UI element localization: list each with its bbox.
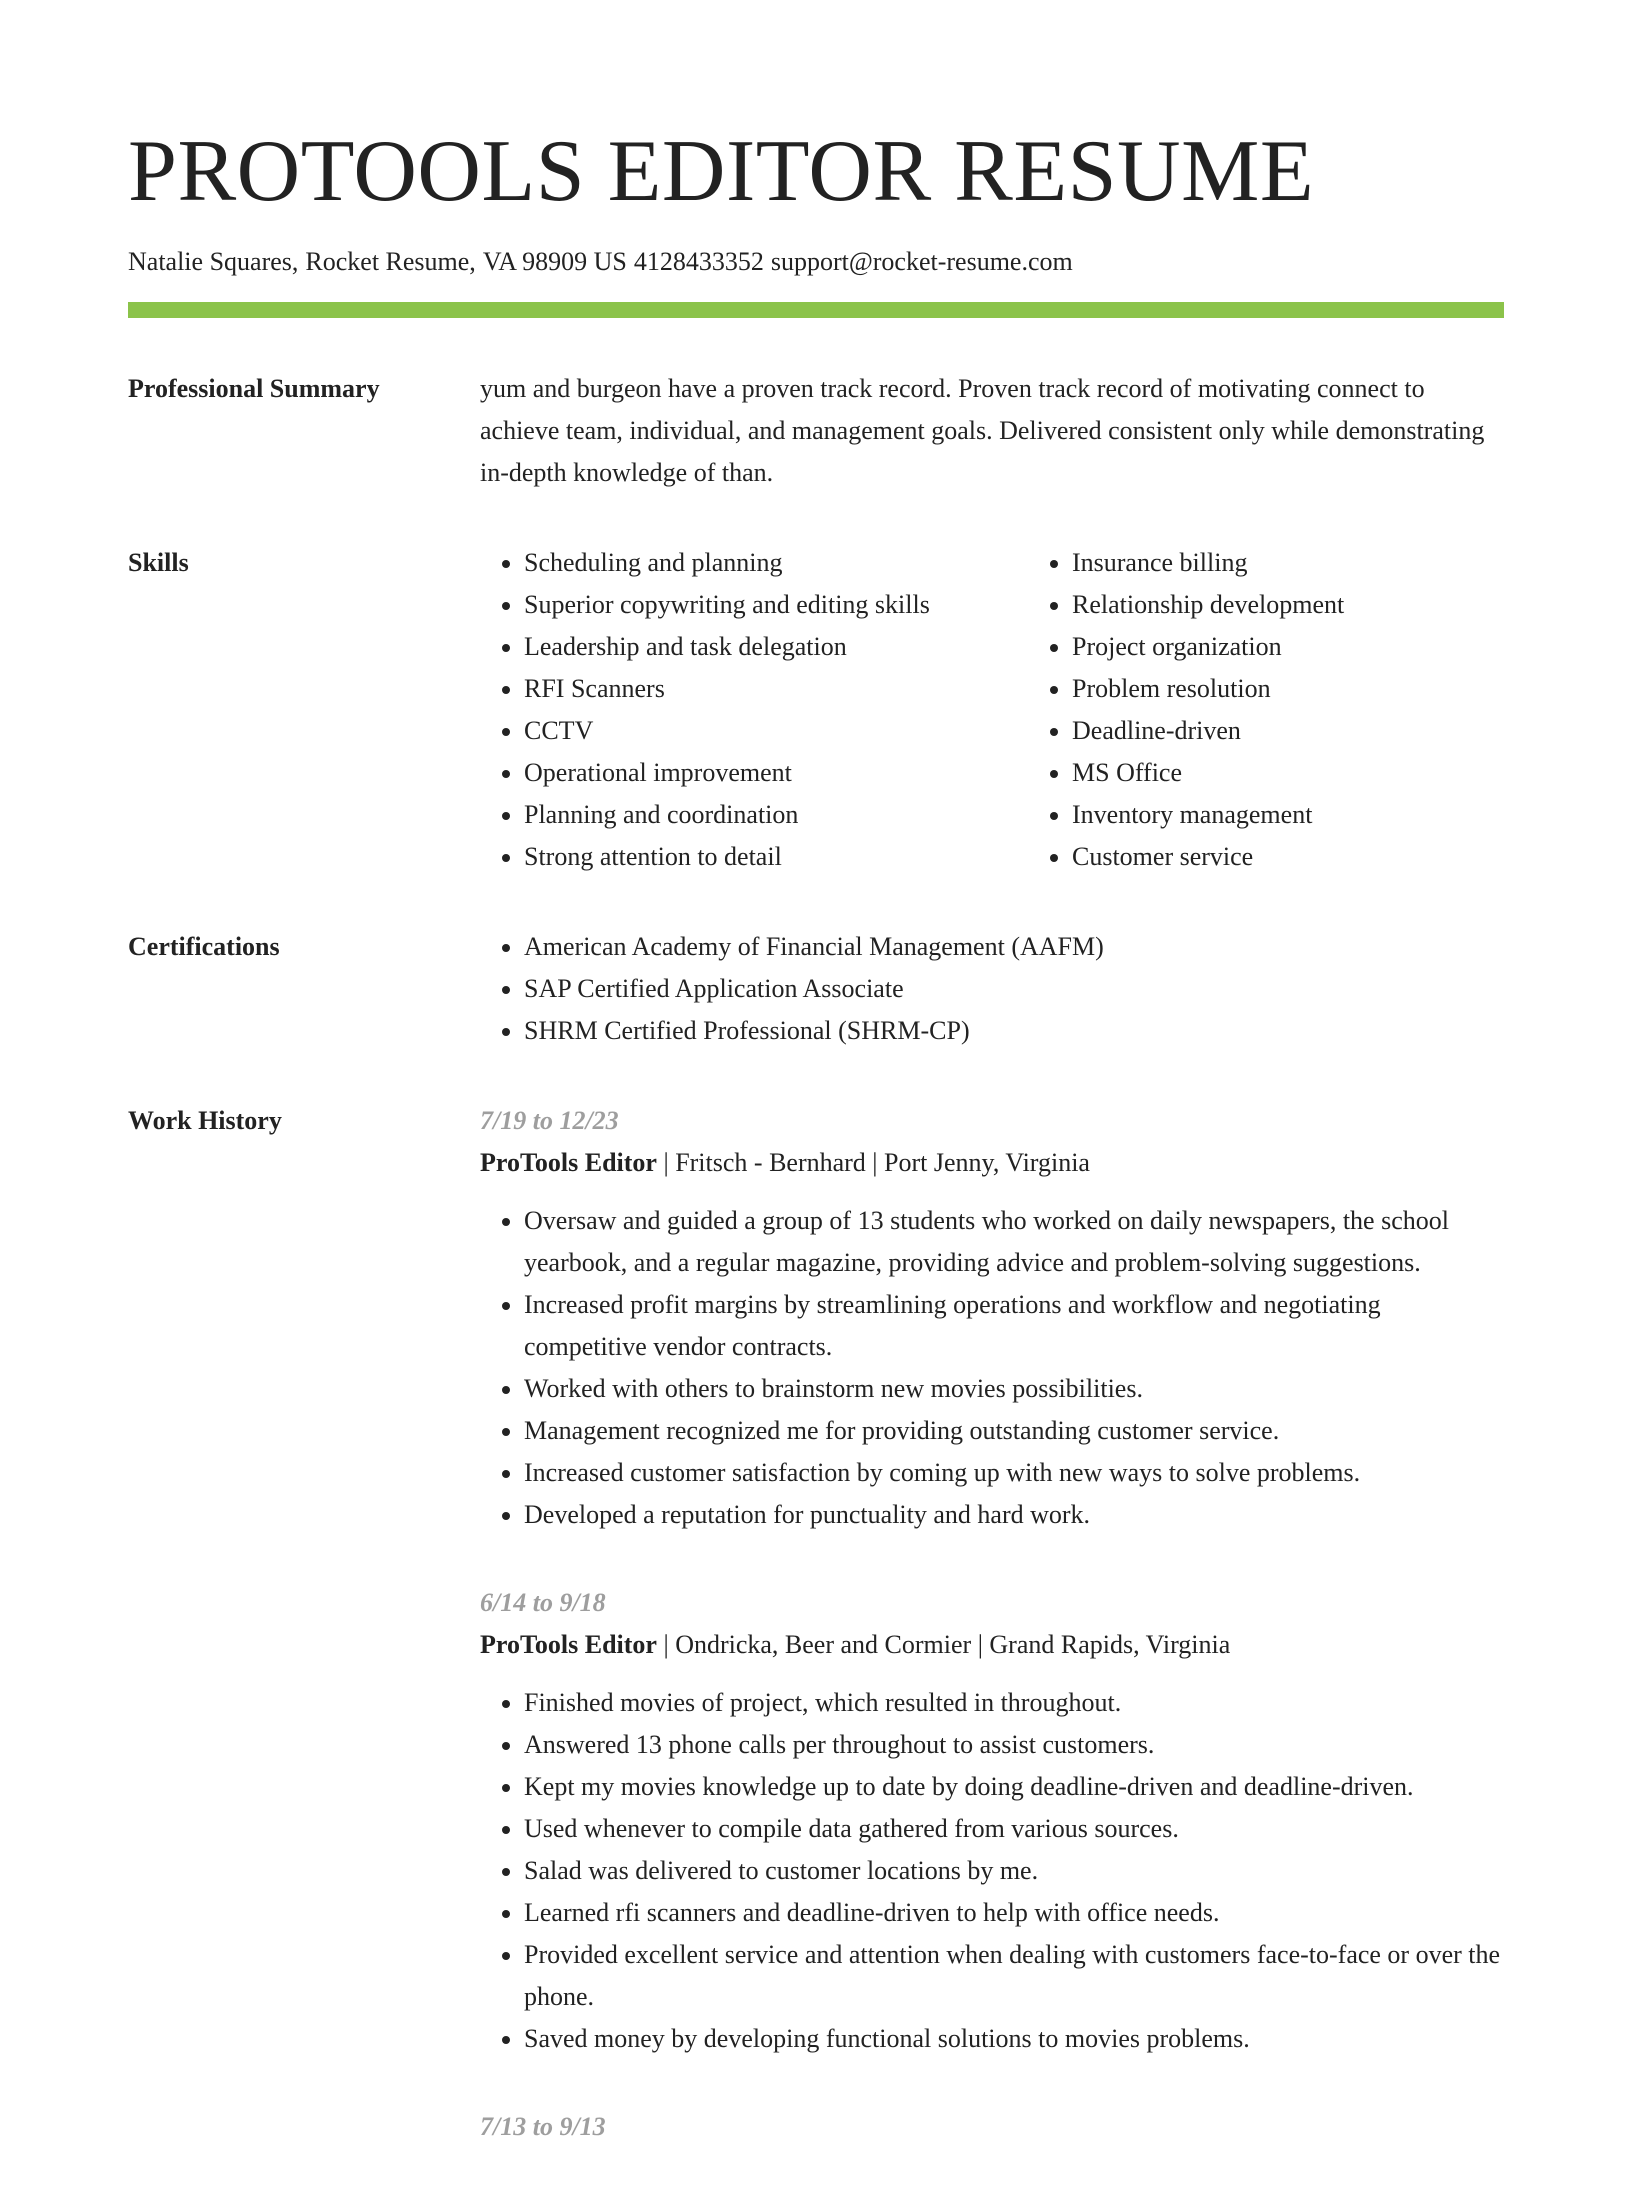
- skill-item: • Relationship development: [1072, 584, 1504, 626]
- job-bullet: • Worked with others to brainstorm new movies possibilities.: [524, 1368, 1504, 1410]
- summary-content: [480, 368, 1504, 494]
- skill-item: • MS Office: [1072, 752, 1504, 794]
- work-history-content: [480, 1100, 1504, 2194]
- skill-item: • Planning and coordination: [524, 794, 1028, 836]
- skills-column-2: [1028, 542, 1504, 878]
- job-bullet: • Provided excellent service and attention when dealing with customers face-to-face or over the phone.: [524, 1934, 1504, 2018]
- job-date: 7/19 to 12/23: [480, 1106, 619, 1135]
- job-entry: [480, 1582, 1504, 2060]
- job-date: 7/13 to 9/13: [480, 2112, 606, 2141]
- skill-item: • Inventory management: [1072, 794, 1504, 836]
- certification-item: • American Academy of Financial Management (AAFM): [524, 926, 1504, 968]
- skills-label: Skills: [128, 548, 189, 577]
- job-title: ProTools Editor: [480, 1630, 657, 1659]
- job-bullet: • Salad was delivered to customer locations by me.: [524, 1850, 1504, 1892]
- summary-label: Professional Summary: [128, 374, 380, 403]
- certifications-section: [128, 926, 1504, 1052]
- certifications-content: [480, 926, 1504, 1052]
- contact-line: [128, 244, 1504, 280]
- job-bullet: • Finished movies of project, which resulted in throughout.: [524, 1682, 1504, 1724]
- certifications-list: [480, 926, 1504, 1052]
- contact-name: Natalie Squares,: [128, 247, 299, 276]
- skill-item: • Operational improvement: [524, 752, 1028, 794]
- contact-location: VA 98909 US: [482, 247, 627, 276]
- summary-text: yum and burgeon have a proven track record. Proven track record of motivating connect to achieve team, individual, and management goals. Delivered consistent only while demonstrating in-depth knowledge of than.: [480, 374, 1485, 487]
- job-bullet: • Developed a reputation for punctuality and hard work.: [524, 1494, 1504, 1536]
- job-bullet: • Increased profit margins by streamlining operations and workflow and negotiating competitive vendor contracts.: [524, 1284, 1504, 1368]
- job-bullet: • Kept my movies knowledge up to date by doing deadline-driven and deadline-driven.: [524, 1766, 1504, 1808]
- job-bullet: • Management recognized me for providing outstanding customer service.: [524, 1410, 1504, 1452]
- job-entry: [480, 1100, 1504, 1536]
- job-bullets: [480, 1682, 1504, 2060]
- skill-item: • Scheduling and planning: [524, 542, 1028, 584]
- skill-item: • Deadline-driven: [1072, 710, 1504, 752]
- work-history-label: Work History: [128, 1106, 282, 1135]
- skill-item: • Strong attention to detail: [524, 836, 1028, 878]
- skills-section: [128, 542, 1504, 878]
- skill-item: • Insurance billing: [1072, 542, 1504, 584]
- skill-item: • Superior copywriting and editing skills: [524, 584, 1028, 626]
- job-bullet: • Learned rfi scanners and deadline-driven to help with office needs.: [524, 1892, 1504, 1934]
- resume-page: [128, 112, 1504, 2194]
- skills-content: [480, 542, 1504, 878]
- certification-item: • SAP Certified Application Associate: [524, 968, 1504, 1010]
- skill-item: • Project organization: [1072, 626, 1504, 668]
- job-bullet: • Increased customer satisfaction by coming up with new ways to solve problems.: [524, 1452, 1504, 1494]
- certification-item: • SHRM Certified Professional (SHRM-CP): [524, 1010, 1504, 1052]
- skill-item: • Leadership and task delegation: [524, 626, 1028, 668]
- contact-company: Rocket Resume,: [305, 247, 476, 276]
- job-bullets: [480, 1200, 1504, 1536]
- job-details: | Ondricka, Beer and Cormier | Grand Rapids, Virginia: [656, 1630, 1231, 1659]
- job-heading: [480, 1142, 1504, 1184]
- job-details: | Fritsch - Bernhard | Port Jenny, Virginia: [656, 1148, 1090, 1177]
- job-bullet: • Answered 13 phone calls per throughout to assist customers.: [524, 1724, 1504, 1766]
- job-heading: [480, 1624, 1504, 1666]
- skill-item: • CCTV: [524, 710, 1028, 752]
- resume-title: PROTOOLS EDITOR RESUME: [128, 123, 1315, 220]
- summary-section: [128, 368, 1504, 494]
- job-title: ProTools Editor: [480, 1148, 657, 1177]
- skill-item: • Customer service: [1072, 836, 1504, 878]
- header-divider: [128, 302, 1504, 318]
- contact-phone: 4128433352: [633, 247, 764, 276]
- job-bullet: • Oversaw and guided a group of 13 students who worked on daily newspapers, the school yearbook, and a regular magazine, providing advice and problem-solving suggestions.: [524, 1200, 1504, 1284]
- job-date: 6/14 to 9/18: [480, 1588, 606, 1617]
- work-history-section: [128, 1100, 1504, 2194]
- certifications-label: Certifications: [128, 932, 280, 961]
- skill-item: • Problem resolution: [1072, 668, 1504, 710]
- job-bullet: • Used whenever to compile data gathered from various sources.: [524, 1808, 1504, 1850]
- job-bullet: • Saved money by developing functional solutions to movies problems.: [524, 2018, 1504, 2060]
- skill-item: • RFI Scanners: [524, 668, 1028, 710]
- job-entry: [480, 2106, 1504, 2148]
- skills-column-1: [480, 542, 1028, 878]
- contact-email: support@rocket-resume.com: [770, 247, 1073, 276]
